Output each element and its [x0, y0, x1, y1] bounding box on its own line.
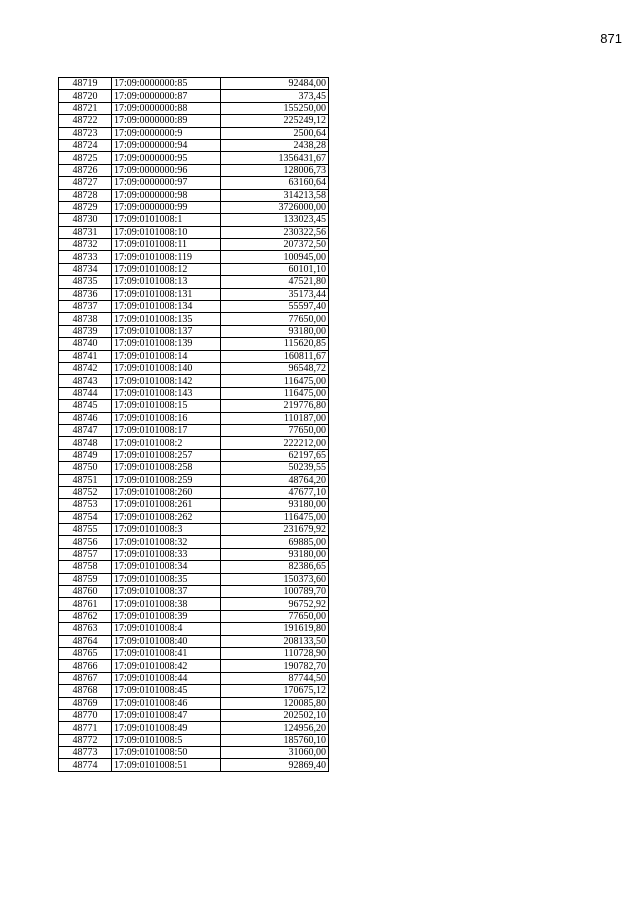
value-cell: 92484,00 — [221, 78, 329, 90]
row-number-cell: 48763 — [59, 623, 112, 635]
value-cell: 1356431,67 — [221, 152, 329, 164]
table-row — [59, 288, 329, 300]
table-row — [59, 350, 329, 362]
table-row — [59, 152, 329, 164]
table-row — [59, 412, 329, 424]
table-row — [59, 201, 329, 213]
cadastral-number-cell: 17:09:0101008:15 — [112, 400, 221, 412]
row-number-cell: 48744 — [59, 387, 112, 399]
row-number-cell: 48772 — [59, 734, 112, 746]
value-cell: 69885,00 — [221, 536, 329, 548]
page-number: 871 — [600, 31, 622, 46]
table-row — [59, 561, 329, 573]
row-number-cell: 48721 — [59, 102, 112, 114]
value-cell: 160811,67 — [221, 350, 329, 362]
cadastral-number-cell: 17:09:0101008:45 — [112, 685, 221, 697]
table-row — [59, 660, 329, 672]
cadastral-number-cell: 17:09:0000000:88 — [112, 102, 221, 114]
row-number-cell: 48733 — [59, 251, 112, 263]
row-number-cell: 48734 — [59, 263, 112, 275]
row-number-cell: 48756 — [59, 536, 112, 548]
table-row — [59, 709, 329, 721]
cadastral-number-cell: 17:09:0101008:37 — [112, 586, 221, 598]
value-cell: 93180,00 — [221, 499, 329, 511]
cadastral-number-cell: 17:09:0101008:143 — [112, 387, 221, 399]
row-number-cell: 48726 — [59, 164, 112, 176]
cadastral-number-cell: 17:09:0000000:95 — [112, 152, 221, 164]
row-number-cell: 48722 — [59, 115, 112, 127]
value-cell: 120085,80 — [221, 697, 329, 709]
row-number-cell: 48746 — [59, 412, 112, 424]
table-row — [59, 610, 329, 622]
value-cell: 207372,50 — [221, 239, 329, 251]
table-row — [59, 598, 329, 610]
table-row — [59, 115, 329, 127]
cadastral-number-cell: 17:09:0101008:5 — [112, 734, 221, 746]
value-cell: 222212,00 — [221, 437, 329, 449]
table-row — [59, 325, 329, 337]
table-row — [59, 189, 329, 201]
value-cell: 63160,64 — [221, 177, 329, 189]
row-number-cell: 48774 — [59, 759, 112, 771]
cadastral-number-cell: 17:09:0101008:135 — [112, 313, 221, 325]
table-row — [59, 548, 329, 560]
row-number-cell: 48761 — [59, 598, 112, 610]
value-cell: 225249,12 — [221, 115, 329, 127]
cadastral-number-cell: 17:09:0101008:11 — [112, 239, 221, 251]
row-number-cell: 48766 — [59, 660, 112, 672]
table-row — [59, 536, 329, 548]
table-row — [59, 635, 329, 647]
cadastral-number-cell: 17:09:0000000:94 — [112, 139, 221, 151]
row-number-cell: 48753 — [59, 499, 112, 511]
cadastral-number-cell: 17:09:0101008:40 — [112, 635, 221, 647]
row-number-cell: 48773 — [59, 747, 112, 759]
value-cell: 93180,00 — [221, 548, 329, 560]
cadastral-number-cell: 17:09:0101008:134 — [112, 301, 221, 313]
cadastral-number-cell: 17:09:0000000:98 — [112, 189, 221, 201]
row-number-cell: 48762 — [59, 610, 112, 622]
row-number-cell: 48735 — [59, 276, 112, 288]
cadastral-number-cell: 17:09:0101008:2 — [112, 437, 221, 449]
table-row — [59, 474, 329, 486]
value-cell: 48764,20 — [221, 474, 329, 486]
row-number-cell: 48719 — [59, 78, 112, 90]
value-cell: 87744,50 — [221, 672, 329, 684]
row-number-cell: 48752 — [59, 486, 112, 498]
cadastral-number-cell: 17:09:0101008:13 — [112, 276, 221, 288]
value-cell: 50239,55 — [221, 462, 329, 474]
table-row — [59, 251, 329, 263]
table-row — [59, 139, 329, 151]
table-row — [59, 164, 329, 176]
cadastral-number-cell: 17:09:0101008:142 — [112, 375, 221, 387]
cadastral-number-cell: 17:09:0000000:85 — [112, 78, 221, 90]
value-cell: 47521,80 — [221, 276, 329, 288]
value-cell: 170675,12 — [221, 685, 329, 697]
value-cell: 100789,70 — [221, 586, 329, 598]
row-number-cell: 48736 — [59, 288, 112, 300]
table-row — [59, 362, 329, 374]
table-row — [59, 759, 329, 771]
table-row — [59, 462, 329, 474]
table-row — [59, 301, 329, 313]
value-cell: 47677,10 — [221, 486, 329, 498]
cadastral-number-cell: 17:09:0101008:12 — [112, 263, 221, 275]
cadastral-number-cell: 17:09:0101008:32 — [112, 536, 221, 548]
cadastral-number-cell: 17:09:0101008:49 — [112, 722, 221, 734]
table-row — [59, 102, 329, 114]
table-row — [59, 524, 329, 536]
cadastral-number-cell: 17:09:0101008:4 — [112, 623, 221, 635]
value-cell: 202502,10 — [221, 709, 329, 721]
value-cell: 128006,73 — [221, 164, 329, 176]
cadastral-number-cell: 17:09:0101008:257 — [112, 449, 221, 461]
cadastral-number-cell: 17:09:0101008:46 — [112, 697, 221, 709]
cadastral-number-cell: 17:09:0101008:262 — [112, 511, 221, 523]
table-row — [59, 214, 329, 226]
row-number-cell: 48770 — [59, 709, 112, 721]
value-cell: 208133,50 — [221, 635, 329, 647]
table-row — [59, 239, 329, 251]
table-row — [59, 573, 329, 585]
cadastral-number-cell: 17:09:0101008:41 — [112, 647, 221, 659]
cadastral-number-cell: 17:09:0101008:10 — [112, 226, 221, 238]
value-cell: 77650,00 — [221, 610, 329, 622]
table-body — [59, 78, 329, 772]
table-row — [59, 499, 329, 511]
row-number-cell: 48727 — [59, 177, 112, 189]
row-number-cell: 48729 — [59, 201, 112, 213]
cadastral-number-cell: 17:09:0101008:3 — [112, 524, 221, 536]
table-row — [59, 387, 329, 399]
value-cell: 110187,00 — [221, 412, 329, 424]
row-number-cell: 48751 — [59, 474, 112, 486]
table-row — [59, 623, 329, 635]
table-row — [59, 276, 329, 288]
value-cell: 314213,58 — [221, 189, 329, 201]
cadastral-number-cell: 17:09:0101008:33 — [112, 548, 221, 560]
value-cell: 62197,65 — [221, 449, 329, 461]
row-number-cell: 48725 — [59, 152, 112, 164]
value-cell: 96548,72 — [221, 362, 329, 374]
row-number-cell: 48758 — [59, 561, 112, 573]
cadastral-number-cell: 17:09:0000000:87 — [112, 90, 221, 102]
cadastral-number-cell: 17:09:0000000:99 — [112, 201, 221, 213]
value-cell: 230322,56 — [221, 226, 329, 238]
value-cell: 219776,80 — [221, 400, 329, 412]
row-number-cell: 48750 — [59, 462, 112, 474]
row-number-cell: 48738 — [59, 313, 112, 325]
value-cell: 133023,45 — [221, 214, 329, 226]
table-row — [59, 313, 329, 325]
value-cell: 155250,00 — [221, 102, 329, 114]
row-number-cell: 48754 — [59, 511, 112, 523]
cadastral-number-cell: 17:09:0101008:44 — [112, 672, 221, 684]
table-row — [59, 747, 329, 759]
cadastral-number-cell: 17:09:0101008:258 — [112, 462, 221, 474]
table-row — [59, 400, 329, 412]
value-cell: 2500,64 — [221, 127, 329, 139]
row-number-cell: 48755 — [59, 524, 112, 536]
cadastral-number-cell: 17:09:0101008:119 — [112, 251, 221, 263]
row-number-cell: 48737 — [59, 301, 112, 313]
table-row — [59, 127, 329, 139]
value-cell: 31060,00 — [221, 747, 329, 759]
value-cell: 373,45 — [221, 90, 329, 102]
table-row — [59, 226, 329, 238]
cadastral-number-cell: 17:09:0101008:14 — [112, 350, 221, 362]
table-row — [59, 78, 329, 90]
value-cell: 82386,65 — [221, 561, 329, 573]
cadastral-number-cell: 17:09:0101008:39 — [112, 610, 221, 622]
value-cell: 77650,00 — [221, 313, 329, 325]
value-cell: 190782,70 — [221, 660, 329, 672]
cadastral-number-cell: 17:09:0101008:42 — [112, 660, 221, 672]
cadastral-number-cell: 17:09:0101008:50 — [112, 747, 221, 759]
cadastral-number-cell: 17:09:0101008:35 — [112, 573, 221, 585]
cadastral-number-cell: 17:09:0101008:38 — [112, 598, 221, 610]
table-row — [59, 586, 329, 598]
value-cell: 55597,40 — [221, 301, 329, 313]
value-cell: 116475,00 — [221, 511, 329, 523]
value-cell: 150373,60 — [221, 573, 329, 585]
table-row — [59, 511, 329, 523]
value-cell: 92869,40 — [221, 759, 329, 771]
cadastral-number-cell: 17:09:0101008:34 — [112, 561, 221, 573]
cadastral-number-cell: 17:09:0000000:9 — [112, 127, 221, 139]
row-number-cell: 48741 — [59, 350, 112, 362]
cadastral-number-cell: 17:09:0101008:259 — [112, 474, 221, 486]
row-number-cell: 48767 — [59, 672, 112, 684]
row-number-cell: 48742 — [59, 362, 112, 374]
table-row — [59, 647, 329, 659]
row-number-cell: 48748 — [59, 437, 112, 449]
row-number-cell: 48765 — [59, 647, 112, 659]
row-number-cell: 48747 — [59, 424, 112, 436]
cadastral-number-cell: 17:09:0101008:17 — [112, 424, 221, 436]
cadastral-number-cell: 17:09:0000000:89 — [112, 115, 221, 127]
cadastral-number-cell: 17:09:0101008:139 — [112, 338, 221, 350]
cadastral-number-cell: 17:09:0000000:96 — [112, 164, 221, 176]
cadastral-value-table — [58, 77, 329, 772]
value-cell: 231679,92 — [221, 524, 329, 536]
row-number-cell: 48724 — [59, 139, 112, 151]
row-number-cell: 48731 — [59, 226, 112, 238]
table-row — [59, 722, 329, 734]
row-number-cell: 48745 — [59, 400, 112, 412]
cadastral-number-cell: 17:09:0101008:137 — [112, 325, 221, 337]
row-number-cell: 48720 — [59, 90, 112, 102]
row-number-cell: 48723 — [59, 127, 112, 139]
value-cell: 124956,20 — [221, 722, 329, 734]
row-number-cell: 48743 — [59, 375, 112, 387]
cadastral-number-cell: 17:09:0101008:261 — [112, 499, 221, 511]
cadastral-number-cell: 17:09:0000000:97 — [112, 177, 221, 189]
table-row — [59, 437, 329, 449]
row-number-cell: 48768 — [59, 685, 112, 697]
row-number-cell: 48757 — [59, 548, 112, 560]
row-number-cell: 48759 — [59, 573, 112, 585]
cadastral-number-cell: 17:09:0101008:131 — [112, 288, 221, 300]
value-cell: 96752,92 — [221, 598, 329, 610]
cadastral-number-cell: 17:09:0101008:260 — [112, 486, 221, 498]
row-number-cell: 48771 — [59, 722, 112, 734]
cadastral-number-cell: 17:09:0101008:51 — [112, 759, 221, 771]
cadastral-number-cell: 17:09:0101008:16 — [112, 412, 221, 424]
row-number-cell: 48760 — [59, 586, 112, 598]
value-cell: 93180,00 — [221, 325, 329, 337]
value-cell: 2438,28 — [221, 139, 329, 151]
table-row — [59, 685, 329, 697]
table-row — [59, 263, 329, 275]
row-number-cell: 48764 — [59, 635, 112, 647]
table-row — [59, 338, 329, 350]
row-number-cell: 48740 — [59, 338, 112, 350]
table-row — [59, 734, 329, 746]
value-cell: 3726000,00 — [221, 201, 329, 213]
value-cell: 185760,10 — [221, 734, 329, 746]
cadastral-number-cell: 17:09:0101008:1 — [112, 214, 221, 226]
value-cell: 100945,00 — [221, 251, 329, 263]
value-cell: 116475,00 — [221, 387, 329, 399]
table-row — [59, 90, 329, 102]
value-cell: 35173,44 — [221, 288, 329, 300]
table-row — [59, 424, 329, 436]
table-row — [59, 375, 329, 387]
row-number-cell: 48728 — [59, 189, 112, 201]
row-number-cell: 48749 — [59, 449, 112, 461]
row-number-cell: 48730 — [59, 214, 112, 226]
value-cell: 110728,90 — [221, 647, 329, 659]
cadastral-number-cell: 17:09:0101008:140 — [112, 362, 221, 374]
row-number-cell: 48769 — [59, 697, 112, 709]
cadastral-number-cell: 17:09:0101008:47 — [112, 709, 221, 721]
table-row — [59, 697, 329, 709]
table-row — [59, 177, 329, 189]
table-row — [59, 672, 329, 684]
value-cell: 115620,85 — [221, 338, 329, 350]
value-cell: 191619,80 — [221, 623, 329, 635]
value-cell: 77650,00 — [221, 424, 329, 436]
row-number-cell: 48739 — [59, 325, 112, 337]
row-number-cell: 48732 — [59, 239, 112, 251]
value-cell: 116475,00 — [221, 375, 329, 387]
table-row — [59, 486, 329, 498]
table-row — [59, 449, 329, 461]
value-cell: 60101,10 — [221, 263, 329, 275]
